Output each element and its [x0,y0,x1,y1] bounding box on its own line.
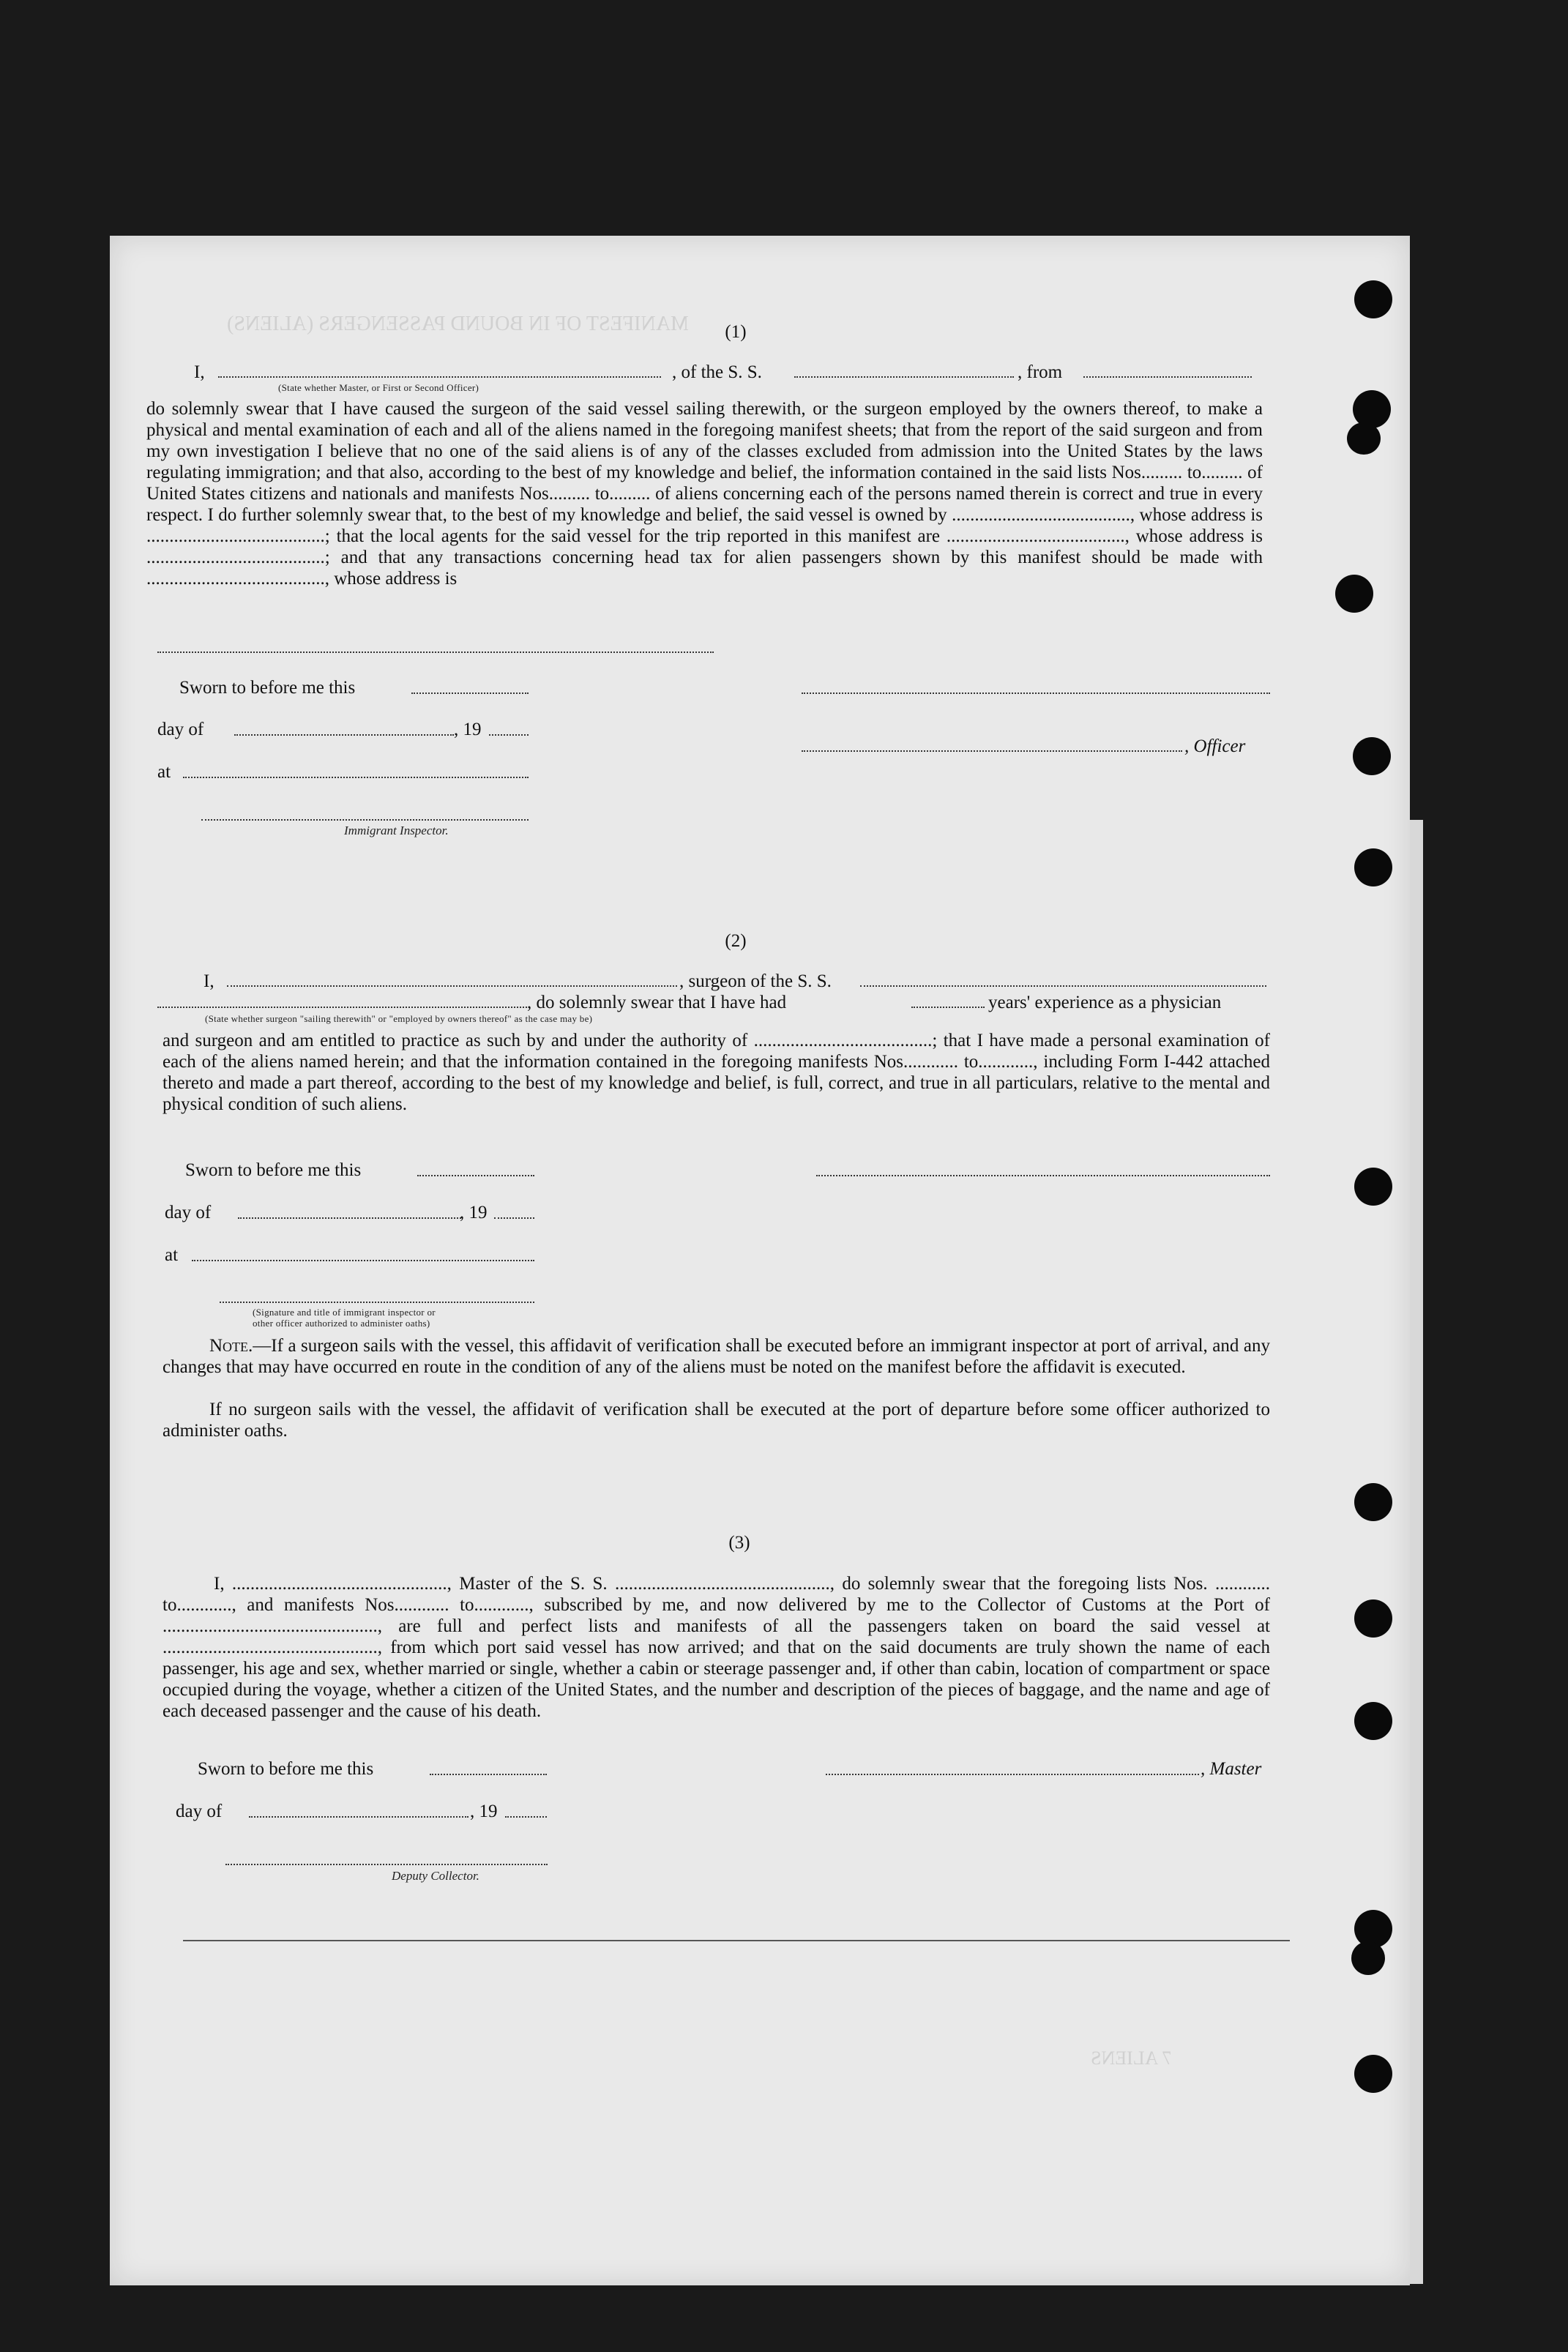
punch-hole [1354,2055,1392,2093]
s1-day-of-field[interactable] [234,734,454,736]
s2-capacity-field[interactable] [157,1007,527,1008]
s3-deputy-caption: Deputy Collector. [392,1869,479,1883]
paper-edge [1410,820,1423,2284]
s2-year-field[interactable] [494,1217,534,1219]
s1-at-label: at [157,762,171,782]
punch-hole [1354,1483,1392,1521]
s2-surgeon-of-label: , surgeon of the S. S. [679,971,832,991]
s2-oath-body: and surgeon and am entitled to practice as such by and under the authority of .......................................; that I have made a personal examination of each of the aliens named herein; and that the information contained in the foregoing manifests Nos............ to............, including Form I-442 attached thereto and made a part thereof, according to the best of my knowledge and belief, is full, correct, and true in all particulars, relative to the mental and physical condition of such aliens. [163,1031,1270,1114]
s3-master-signature-field[interactable] [826,1774,1199,1775]
section-2-number: (2) [725,931,747,951]
bottom-rule [183,1940,1290,1941]
s1-officer-title-field[interactable] [802,750,1182,752]
s2-sworn-label: Sworn to before me this [185,1160,362,1180]
s2-day-of-label: day of [165,1203,212,1222]
s1-sworn-label: Sworn to before me this [179,678,356,698]
s2-note-paragraph [163,1335,1270,1378]
s2-i-label: I, [204,971,214,991]
s2-sworn-field[interactable] [417,1175,534,1176]
bleed-through-footer: 7 ALIENS [1091,2047,1172,2069]
s2-vessel-name-field[interactable] [860,985,1266,987]
bleed-through-heading: MANIFEST OF IN BOUND PASSENGERS (ALIENS) [227,313,689,335]
s1-officer-note: (State whether Master, or First or Second Officer) [278,382,479,393]
s2-surgeon-signature-field[interactable] [816,1175,1270,1176]
s2-signature-note-line1: (Signature and title of immigrant inspector or [253,1307,436,1318]
document-page [110,236,1410,2285]
s3-oath-body: I, ..............................................., Master of the S. S. ..............................................., do solemnly swear that the foregoing lists Nos. ............ to............, and manifests Nos............ to............, subscribed by me, and now delivered by me to the Collector of Customs at the Port of ..............................................., are full and perfect lists and manifests of all the passengers taken on board the said vessel at ..............................................., from which port said vessel has now arrived; and that on the said documents are truly shown the name of each passenger, his age and sex, whether married or single, whether a cabin or steerage passenger and, if other than cabin, location of compartment or space occupied during the voyage, whether a citizen of the United States, and the number and description of the pieces of baggage, and the name and age of each deceased passenger and the cause of his death. [163,1574,1270,1721]
s2-years-label: years' experience as a physician [988,993,1222,1012]
s2-solemnly-label: , do solemnly swear that I have had [527,993,787,1012]
s1-officer-signature-field[interactable] [802,692,1270,694]
s3-deputy-signature-field[interactable] [225,1864,548,1865]
s2-note-paragraph-2: If no surgeon sails with the vessel, the affidavit of verification shall be executed at the port of departure before some officer authorized to administer oaths. [163,1400,1270,1441]
s1-from-port-field[interactable] [1083,376,1252,378]
s2-at-label: at [165,1245,179,1265]
s2-signature-note-line2: other officer authorized to administer oaths) [253,1318,430,1329]
section-1-number: (1) [725,322,747,342]
s1-from-label: , from [1018,362,1063,382]
s3-year-field[interactable] [505,1816,547,1818]
s3-year-label: , 19 [470,1802,498,1821]
s3-day-of-field[interactable] [249,1816,468,1818]
punch-hole [1354,1168,1392,1206]
s2-at-field[interactable] [192,1260,534,1261]
s3-sworn-label: Sworn to before me this [198,1759,374,1779]
s2-year-label: , 19 [460,1203,488,1222]
s3-sworn-field[interactable] [430,1774,547,1775]
s2-note-label: Note. [209,1336,253,1356]
s1-oath-body: do solemnly swear that I have caused the surgeon of the said vessel sailing therewith, or the surgeon employed by the owners thereof, to make a physical and mental examination of each and all of the aliens named in the foregoing manifest sheets; that from the report of the said surgeon and from my own investigation I believe that no one of the said aliens is of any of the classes excluded from admission into the United States by the laws regulating immigration; and that also, according to the best of my knowledge and belief, the information contained in the said lists Nos......... to......... of United States citizens and nationals and manifests Nos......... to......... of aliens concerning each of the persons named therein is correct and true in every respect. I do further solemnly swear that, to the best of my knowledge and belief, the said vessel is owned by ......................................., whose address is .......................................; that the local agents for the said vessel for the trip reported in this manifest are ......................................., whose address is .......................................; and that any transactions concerning head tax for alien passengers shown by this manifest should be made with ......................................., whose address is [146,399,1263,589]
s1-i-label: I, [194,362,205,382]
s1-officer-label: , Officer [1184,736,1246,756]
punch-hole [1347,422,1381,455]
s1-vessel-name-field[interactable] [794,376,1014,378]
s2-day-of-field[interactable] [238,1217,461,1219]
s2-note-text: —If a surgeon sails with the vessel, this affidavit of verification shall be executed before an immigrant inspector at port of arrival, and any changes that may have occurred en route in the condition of any of the aliens must be noted on the manifest before the affidavit is executed. [163,1336,1270,1377]
punch-hole [1354,848,1392,886]
s1-year-field[interactable] [489,734,529,736]
s2-surgeon-note: (State whether surgeon "sailing therewith" or "employed by owners thereof" as the case may be) [205,1013,593,1024]
s2-years-field[interactable] [911,1007,985,1008]
punch-hole [1351,1941,1385,1975]
s1-sworn-field[interactable] [411,692,529,694]
s1-address-trail-field[interactable] [157,652,714,653]
s1-year-label: , 19 [454,720,482,739]
s2-inspector-signature-field[interactable] [220,1302,534,1303]
punch-hole [1335,575,1373,613]
s1-inspector-caption: Immigrant Inspector. [344,824,449,837]
s1-of-ss-label: , of the S. S. [672,362,762,382]
s2-surgeon-name-field[interactable] [227,985,677,987]
s1-officer-name-field[interactable] [218,376,661,378]
s1-inspector-signature-field[interactable] [201,819,529,821]
punch-hole [1353,737,1391,775]
s1-day-of-label: day of [157,720,204,739]
punch-hole [1354,280,1392,318]
s3-day-of-label: day of [176,1802,223,1821]
s3-master-label: , Master [1201,1759,1262,1779]
s1-at-field[interactable] [183,777,529,778]
punch-hole [1354,1702,1392,1740]
punch-hole [1354,1599,1392,1638]
section-3-number: (3) [728,1533,750,1553]
